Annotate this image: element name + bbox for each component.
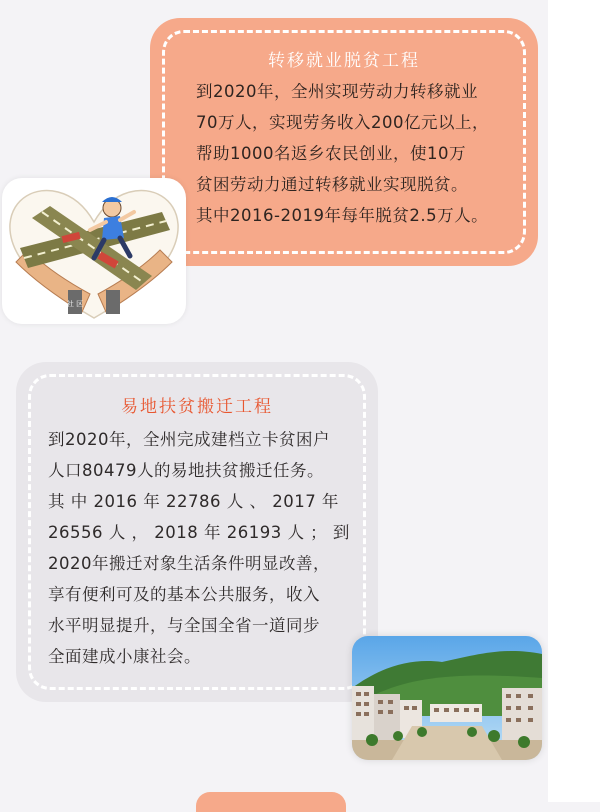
next-card-peek — [196, 792, 346, 812]
body-line: 2020年搬迁对象生活条件明显改善， — [48, 554, 330, 573]
relocation-housing-photo — [352, 636, 542, 760]
body-line: 享有便利可及的基本公共服务，收入 — [48, 585, 320, 604]
body-line: 到2020年，全州完成建档立卡贫困户 — [48, 430, 330, 449]
body-line: 水平明显提升，与全国全省一道同步 — [48, 616, 320, 635]
body-line: 其中2016-2019年每年脱贫2.5万人。 — [196, 206, 489, 225]
body-line: 全面建成小康社会。 — [48, 647, 201, 666]
section-title: 易地扶贫搬迁工程 — [121, 397, 273, 417]
body-line: 到2020年，全州实现劳动力转移就业 — [196, 82, 478, 101]
body-line: 26556 人 ， 2018 年 26193 人 ； 到 — [48, 523, 350, 542]
body-line: 人口80479人的易地扶贫搬迁任务。 — [48, 461, 324, 480]
housing-photo-icon — [352, 636, 542, 760]
right-margin — [548, 0, 600, 802]
relocation-card — [16, 362, 378, 702]
section-title: 转移就业脱贫工程 — [268, 51, 420, 71]
heart-hands-road-worker-icon — [2, 178, 186, 324]
section-body — [196, 76, 516, 231]
transfer-employment-card — [150, 18, 538, 266]
body-line: 帮助1000名返乡农民创业，使10万 — [196, 144, 466, 163]
body-line: 其 中 2016 年 22786 人 、 2017 年 — [48, 492, 339, 511]
road-sign-text: 社 区 — [66, 300, 84, 308]
heart-hands-illustration — [2, 178, 186, 324]
section-body — [48, 424, 364, 672]
body-line: 贫困劳动力通过转移就业实现脱贫。 — [196, 175, 468, 194]
body-line: 70万人，实现劳务收入200亿元以上， — [196, 113, 489, 132]
